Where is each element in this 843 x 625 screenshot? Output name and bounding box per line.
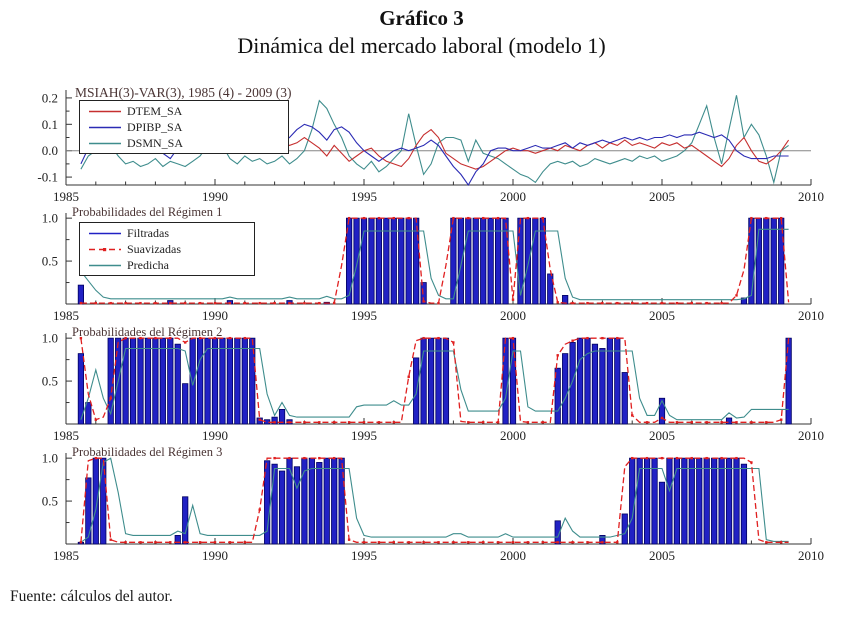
x-tick-label: 2000 bbox=[500, 428, 526, 443]
x-tick-label: 2000 bbox=[500, 189, 526, 204]
x-tick-label: 2000 bbox=[500, 308, 526, 323]
legend-line-sample bbox=[88, 261, 122, 270]
legend-line-sample bbox=[88, 123, 122, 132]
y-tick-label: 1.0 bbox=[41, 330, 58, 346]
x-tick-label: 1995 bbox=[351, 308, 377, 323]
x-tick-label: 1990 bbox=[202, 189, 228, 204]
panel-title-regime3: Probabilidades del Régimen 3 bbox=[72, 445, 223, 459]
source-note: Fuente: cálculos del autor. bbox=[10, 588, 173, 605]
x-tick-label: 1990 bbox=[202, 428, 228, 443]
x-tick-label: 2005 bbox=[649, 189, 675, 204]
x-tick-label: 1985 bbox=[53, 189, 79, 204]
panel-title-regime1: Probabilidades del Régimen 1 bbox=[72, 205, 223, 219]
x-tick-label: 2005 bbox=[649, 308, 675, 323]
x-tick-label: 2010 bbox=[798, 189, 824, 204]
x-tick-label: 2010 bbox=[798, 548, 824, 563]
panel-regime3 bbox=[42, 451, 824, 563]
x-tick-label: 1990 bbox=[202, 548, 228, 563]
y-tick-label: 1.0 bbox=[41, 450, 58, 466]
legend-line-sample bbox=[88, 139, 122, 148]
legend-var-series bbox=[79, 100, 289, 154]
x-tick-label: 1995 bbox=[351, 548, 377, 563]
legend-label: DPIBP_SA bbox=[127, 120, 183, 134]
legend-regime1 bbox=[79, 222, 255, 276]
x-tick-label: 1985 bbox=[53, 308, 79, 323]
x-tick-label: 2010 bbox=[798, 308, 824, 323]
figure-title: Gráfico 3 bbox=[379, 6, 464, 30]
legend-item-suavizadas bbox=[88, 241, 181, 257]
x-tick-label: 1985 bbox=[53, 548, 79, 563]
legend-item-dpibp_sa bbox=[88, 119, 182, 135]
x-tick-label: 1990 bbox=[202, 308, 228, 323]
legend-label: DTEM_SA bbox=[127, 104, 183, 118]
x-tick-label: 2005 bbox=[649, 548, 675, 563]
x-tick-label: 2010 bbox=[798, 428, 824, 443]
x-tick-label: 1995 bbox=[351, 189, 377, 204]
y-tick-label: 0.5 bbox=[41, 253, 58, 269]
legend-label: Filtradas bbox=[127, 226, 169, 240]
y-tick-label: 0.0 bbox=[41, 143, 58, 159]
legend-item-dsmn_sa bbox=[88, 135, 183, 151]
legend-line-sample bbox=[88, 107, 122, 116]
legend-line-sample bbox=[88, 229, 122, 238]
panel-regime2 bbox=[42, 331, 824, 443]
panel-title-regime2: Probabilidades del Régimen 2 bbox=[72, 325, 223, 339]
legend-label: Suavizadas bbox=[127, 242, 181, 256]
y-tick-label: 0.5 bbox=[41, 493, 58, 509]
x-tick-label: 1995 bbox=[351, 428, 377, 443]
legend-item-predicha bbox=[88, 257, 169, 273]
y-tick-label: 0.1 bbox=[41, 116, 58, 132]
y-tick-label: 0.2 bbox=[41, 90, 58, 106]
figure-subtitle: Dinámica del mercado laboral (modelo 1) bbox=[237, 33, 606, 58]
legend-item-dtem_sa bbox=[88, 103, 182, 119]
legend-line-sample bbox=[88, 245, 122, 254]
y-tick-label: 0.5 bbox=[41, 373, 58, 389]
y-tick-label: 1.0 bbox=[41, 210, 58, 226]
legend-label: DSMN_SA bbox=[127, 136, 184, 150]
x-tick-label: 2000 bbox=[500, 548, 526, 563]
y-tick-label: -0.1 bbox=[37, 169, 58, 185]
x-tick-label: 2005 bbox=[649, 428, 675, 443]
panel-title-var: MSIAH(3)-VAR(3), 1985 (4) - 2009 (3) bbox=[75, 85, 292, 100]
legend-item-filtradas bbox=[88, 225, 169, 241]
x-tick-label: 1985 bbox=[53, 428, 79, 443]
legend-label: Predicha bbox=[127, 258, 169, 272]
